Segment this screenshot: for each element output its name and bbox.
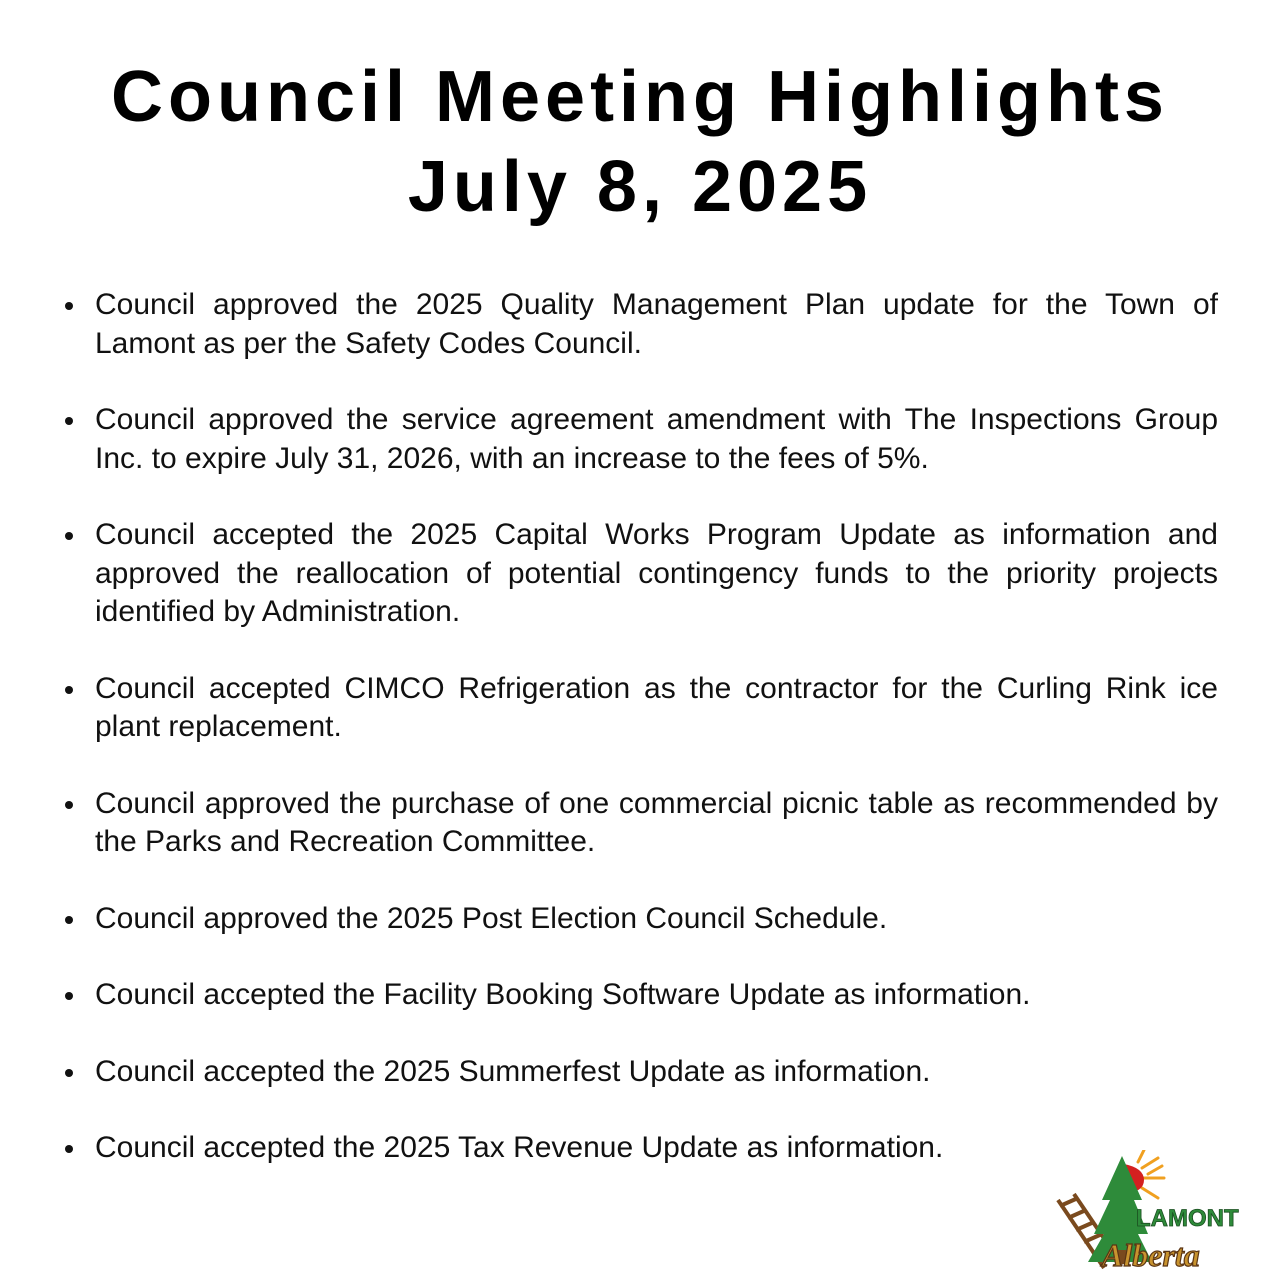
highlight-item: Council approved the 2025 Post Election Council Schedule.: [60, 900, 1218, 939]
logo-text-top: LAMONT: [1136, 1205, 1239, 1232]
highlight-item: Council accepted the 2025 Capital Works Program Update as information and approved the reallocation of potential contingency funds to the priority projects identified by Administration.: [60, 516, 1218, 632]
highlights-list: [60, 286, 1218, 1206]
meeting-date: July 8, 2025: [407, 147, 873, 227]
highlight-item: Council approved the 2025 Quality Management Plan update for the Town of Lamont as per the Safety Codes Council.: [60, 286, 1218, 363]
highlight-item: Council approved the service agreement amendment with The Inspections Group Inc. to expire July 31, 2026, with an increase to the fees of 5%.: [60, 401, 1218, 478]
page-title: Council Meeting Highlights: [111, 57, 1169, 137]
lamont-alberta-logo-icon: [1052, 1150, 1266, 1274]
highlight-item: Council accepted the 2025 Summerfest Update as information.: [60, 1053, 1218, 1092]
highlight-item: Council accepted the Facility Booking Software Update as information.: [60, 976, 1218, 1015]
highlight-item: Council approved the purchase of one commercial picnic table as recommended by the Parks and Recreation Committee.: [60, 785, 1218, 862]
logo-text-bottom: Alberta: [1102, 1237, 1200, 1273]
page-header: [0, 52, 1280, 232]
highlight-item: Council accepted CIMCO Refrigeration as the contractor for the Curling Rink ice plant replacement.: [60, 670, 1218, 747]
highlight-item: Council accepted the 2025 Tax Revenue Update as information.: [60, 1129, 1218, 1168]
